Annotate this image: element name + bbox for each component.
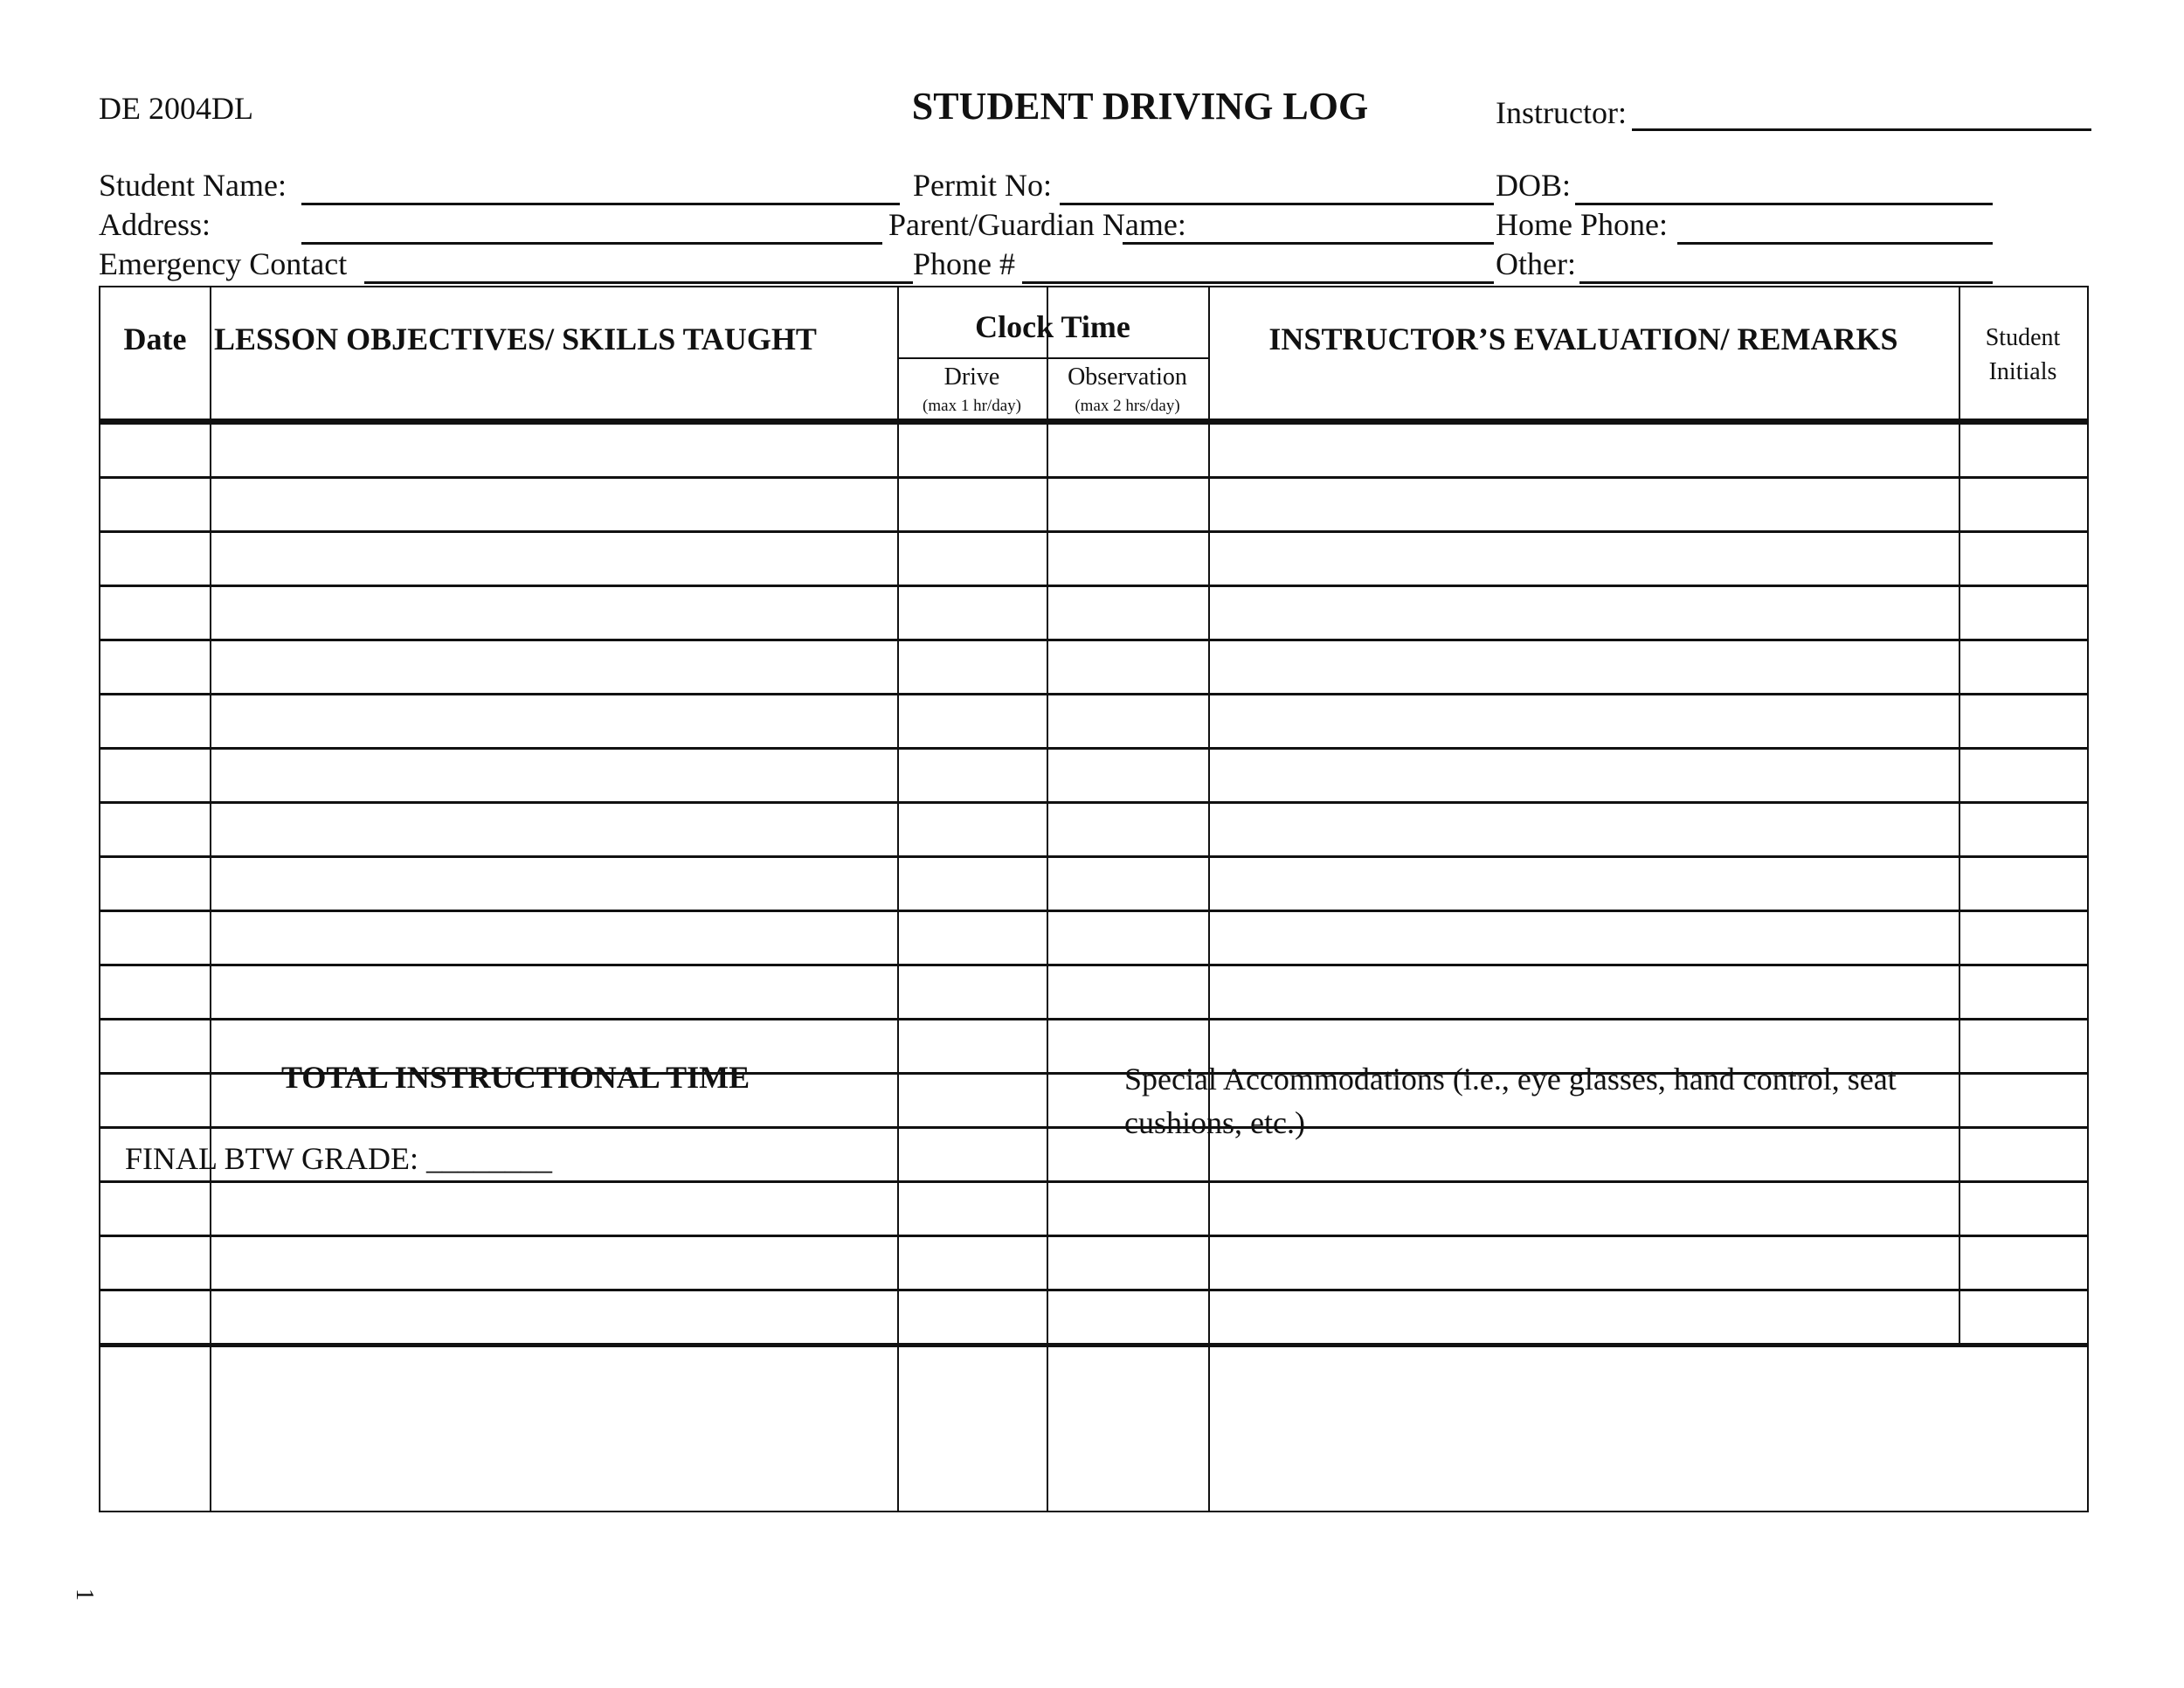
evaluation-cell[interactable] (1208, 858, 1959, 910)
drive-cell[interactable] (897, 858, 1047, 910)
lesson-cell[interactable] (210, 587, 897, 639)
initials-cell[interactable] (1959, 479, 2087, 530)
evaluation-cell[interactable] (1208, 1183, 1959, 1235)
table-row (100, 1291, 2087, 1346)
date-cell[interactable] (100, 533, 210, 585)
evaluation-cell[interactable] (1208, 1237, 1959, 1289)
col-header-date: Date (123, 322, 187, 356)
drive-cell[interactable] (897, 1129, 1047, 1180)
drive-cell[interactable] (897, 1020, 1047, 1072)
date-cell[interactable] (100, 750, 210, 801)
evaluation-cell[interactable] (1208, 966, 1959, 1018)
drive-cell[interactable] (897, 479, 1047, 530)
drive-cell[interactable] (897, 1237, 1047, 1289)
initials-cell[interactable] (1959, 1075, 2087, 1126)
parent-guardian-label: Parent/Guardian Name: (888, 207, 1186, 242)
observation-cell[interactable] (1047, 695, 1208, 747)
initials-cell[interactable] (1959, 858, 2087, 910)
emergency-contact-field (99, 245, 347, 283)
home-phone-field (1496, 205, 1668, 244)
evaluation-cell[interactable] (1208, 425, 1959, 476)
initials-cell[interactable] (1959, 695, 2087, 747)
lesson-cell[interactable] (210, 1291, 897, 1343)
lesson-cell[interactable] (210, 533, 897, 585)
col-header-clock-time: Clock Time (975, 309, 1130, 344)
form-code: DE 2004DL (99, 91, 253, 126)
instructor-input[interactable] (1632, 90, 2091, 131)
initials-cell[interactable] (1959, 641, 2087, 693)
special-accommodations: Special Accommodations (i.e., eye glasses, hand control, seat cushions, etc.) (1124, 1062, 1897, 1140)
home-phone-input[interactable] (1677, 205, 1993, 245)
table-row (100, 804, 2087, 858)
evaluation-cell[interactable] (1208, 912, 1959, 964)
initials-cell[interactable] (1959, 533, 2087, 585)
lesson-cell[interactable] (210, 750, 897, 801)
observation-cell[interactable] (1047, 641, 1208, 693)
evaluation-cell[interactable] (1208, 804, 1959, 855)
observation-limit-note: (max 2 hrs/day) (1075, 397, 1180, 415)
address-label: Address: (99, 207, 211, 242)
dob-label: DOB: (1496, 168, 1572, 203)
lesson-cell[interactable] (210, 804, 897, 855)
lesson-cell[interactable] (210, 479, 897, 530)
student-name-field (99, 166, 287, 204)
clock-time-divider (897, 357, 1208, 359)
col-header-drive: Drive (943, 363, 1000, 391)
drive-cell[interactable] (897, 912, 1047, 964)
drive-cell[interactable] (897, 966, 1047, 1018)
initials-cell[interactable] (1959, 425, 2087, 476)
date-cell[interactable] (100, 641, 210, 693)
table-row (100, 425, 2087, 479)
drive-limit-note: (max 1 hr/day) (923, 397, 1021, 415)
initials-cell[interactable] (1959, 1020, 2087, 1072)
initials-cell[interactable] (1959, 1237, 2087, 1289)
date-cell[interactable] (100, 912, 210, 964)
col-header-initials-line1: Student (1985, 324, 2061, 351)
col-header-initials-line2: Initials (1988, 358, 2057, 385)
table-row (100, 533, 2087, 587)
evaluation-cell[interactable] (1208, 479, 1959, 530)
table-row (100, 912, 2087, 966)
instructor-label: Instructor: (1496, 95, 1627, 130)
instructor-field (1496, 90, 2091, 131)
permit-no-label: Permit No: (913, 168, 1052, 203)
home-phone-label: Home Phone: (1496, 207, 1668, 242)
evaluation-cell[interactable] (1208, 641, 1959, 693)
observation-cell[interactable] (1047, 425, 1208, 476)
table-row (100, 858, 2087, 912)
lesson-cell[interactable] (210, 966, 897, 1018)
evaluation-cell[interactable] (1208, 695, 1959, 747)
date-cell[interactable] (100, 1291, 210, 1343)
initials-cell[interactable] (1959, 804, 2087, 855)
lesson-cell[interactable] (210, 1183, 897, 1235)
table-row (100, 695, 2087, 750)
col-header-lesson: LESSON OBJECTIVES/ SKILLS TAUGHT (214, 322, 817, 356)
evaluation-cell[interactable] (1208, 533, 1959, 585)
dob-field (1496, 166, 1571, 204)
date-cell[interactable] (100, 858, 210, 910)
initials-cell[interactable] (1959, 750, 2087, 801)
lesson-cell[interactable] (210, 1237, 897, 1289)
col-header-observation: Observation (1068, 363, 1187, 391)
initials-cell[interactable] (1959, 587, 2087, 639)
student-name-label: Student Name: (99, 168, 287, 203)
total-instructional-time-label: TOTAL INSTRUCTIONAL TIME (281, 1060, 750, 1095)
table-row (100, 479, 2087, 533)
date-cell[interactable] (100, 966, 210, 1018)
permit-no-input[interactable] (1060, 166, 1494, 205)
date-cell[interactable] (100, 425, 210, 476)
drive-cell[interactable] (897, 533, 1047, 585)
address-field (99, 205, 211, 244)
drive-cell[interactable] (897, 750, 1047, 801)
date-cell[interactable] (100, 804, 210, 855)
lesson-cell[interactable] (210, 641, 897, 693)
evaluation-cell[interactable] (1208, 750, 1959, 801)
evaluation-cell[interactable] (1208, 1291, 1959, 1343)
date-cell[interactable] (100, 479, 210, 530)
footer-divider (100, 1346, 2087, 1347)
initials-cell[interactable] (1959, 912, 2087, 964)
drive-cell[interactable] (897, 804, 1047, 855)
table-row (100, 966, 2087, 1020)
initials-cell[interactable] (1959, 1183, 2087, 1235)
initials-cell[interactable] (1959, 966, 2087, 1018)
date-cell[interactable] (100, 587, 210, 639)
page-number: 1 (71, 1588, 98, 1601)
phone-label: Phone # (913, 246, 1015, 281)
observation-cell[interactable] (1047, 966, 1208, 1018)
observation-cell[interactable] (1047, 804, 1208, 855)
address-input[interactable] (301, 205, 882, 245)
observation-cell[interactable] (1047, 587, 1208, 639)
other-field (1496, 245, 1576, 283)
table-row (100, 587, 2087, 641)
dob-input[interactable] (1575, 166, 1993, 205)
emergency-contact-label: Emergency Contact (99, 246, 348, 281)
drive-cell[interactable] (897, 425, 1047, 476)
initials-cell[interactable] (1959, 1129, 2087, 1180)
page-title: STUDENT DRIVING LOG (911, 85, 1369, 128)
evaluation-cell[interactable] (1208, 587, 1959, 639)
parent-guardian-input[interactable] (1123, 205, 1494, 245)
lesson-cell[interactable] (210, 858, 897, 910)
observation-cell[interactable] (1047, 858, 1208, 910)
drive-cell[interactable] (897, 695, 1047, 747)
observation-cell[interactable] (1047, 1291, 1208, 1343)
table-row (100, 750, 2087, 804)
driving-log-table (99, 286, 2089, 1512)
initials-cell[interactable] (1959, 1291, 2087, 1343)
phone-input[interactable] (1022, 245, 1494, 284)
permit-no-field (913, 166, 1052, 204)
date-cell[interactable] (100, 695, 210, 747)
drive-cell[interactable] (897, 587, 1047, 639)
col-header-evaluation: INSTRUCTOR’S EVALUATION/ REMARKS (1268, 322, 1898, 356)
student-name-input[interactable] (301, 166, 900, 205)
observation-cell[interactable] (1047, 1183, 1208, 1235)
date-cell[interactable] (100, 1183, 210, 1235)
emergency-contact-input[interactable] (364, 245, 913, 284)
drive-cell[interactable] (897, 1291, 1047, 1343)
table-row (100, 641, 2087, 695)
drive-cell[interactable] (897, 641, 1047, 693)
lesson-cell[interactable] (210, 912, 897, 964)
date-cell[interactable] (100, 1237, 210, 1289)
observation-cell[interactable] (1047, 750, 1208, 801)
lesson-cell[interactable] (210, 425, 897, 476)
date-cell[interactable] (100, 1020, 210, 1072)
phone-field (913, 245, 1015, 283)
drive-cell[interactable] (897, 1075, 1047, 1126)
date-cell[interactable] (100, 1075, 210, 1126)
table-row (100, 1237, 2087, 1291)
other-input[interactable] (1579, 245, 1993, 284)
observation-cell[interactable] (1047, 1237, 1208, 1289)
observation-cell[interactable] (1047, 479, 1208, 530)
lesson-cell[interactable] (210, 695, 897, 747)
header-rule (100, 419, 2087, 425)
other-label: Other: (1496, 246, 1576, 281)
observation-cell[interactable] (1047, 533, 1208, 585)
drive-cell[interactable] (897, 1183, 1047, 1235)
final-btw-grade[interactable]: FINAL BTW GRADE: ________ (125, 1141, 552, 1176)
table-row (100, 1183, 2087, 1237)
observation-cell[interactable] (1047, 912, 1208, 964)
